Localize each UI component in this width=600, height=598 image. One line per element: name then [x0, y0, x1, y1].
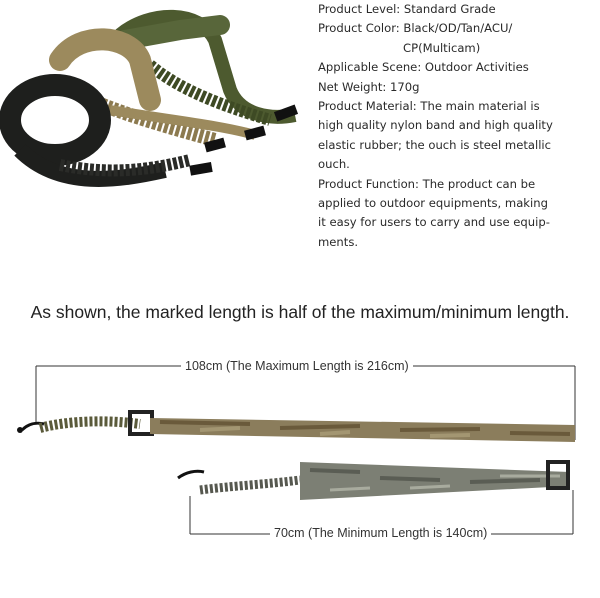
multicam-sling: [17, 412, 575, 442]
spec-level: Product Level: Standard Grade: [318, 2, 496, 16]
spec-material-line-3: elastic rubber; the ouch is steel metallic: [318, 137, 552, 152]
spec-function-line-4: ments.: [318, 234, 359, 249]
min-length-label: 70cm (The Minimum Length is 140cm): [270, 526, 491, 540]
spec-weight: Net Weight: 170g: [318, 79, 420, 94]
length-diagram: [0, 350, 600, 598]
spec-function-line-3: it easy for users to carry and use equip-: [318, 215, 550, 230]
measurement-illustration: [0, 350, 600, 598]
spec-color-line-2: CP(Multicam): [403, 40, 481, 55]
spec-material-line-4: ouch.: [318, 157, 350, 172]
spec-scene: Applicable Scene: Outdoor Activities: [318, 60, 529, 75]
product-photo: [0, 0, 312, 250]
spec-color-line-1: Product Color: Black/OD/Tan/ACU/: [318, 21, 513, 36]
length-caption: As shown, the marked length is half of the maximum/minimum length.: [30, 302, 570, 322]
spec-function-line-1: Product Function: The product can be: [318, 176, 536, 191]
sling-photo-illustration: [0, 0, 312, 250]
product-specs: [318, 0, 600, 252]
spec-material-line-1: Product Material: The main material is: [318, 98, 540, 113]
spec-material-line-2: high quality nylon band and high quality: [318, 118, 553, 133]
spec-function-line-2: applied to outdoor equipments, making: [318, 195, 548, 210]
acu-sling: [178, 462, 570, 500]
max-length-label: 108cm (The Maximum Length is 216cm): [181, 359, 413, 373]
